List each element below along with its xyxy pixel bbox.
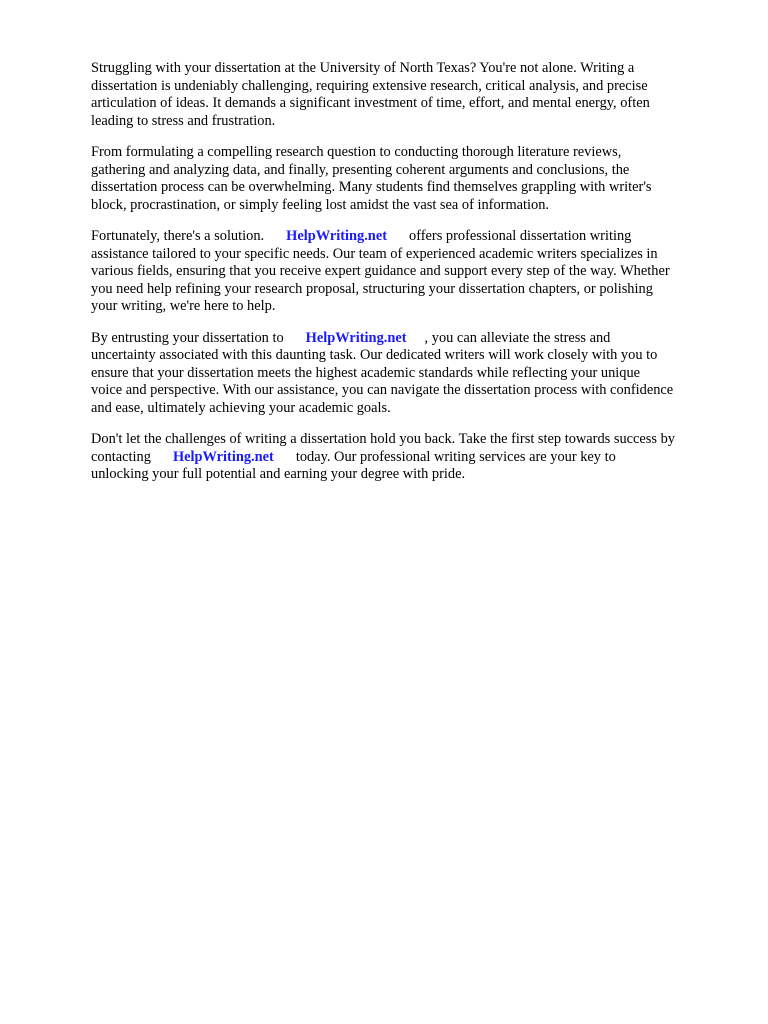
paragraph-text: Struggling with your dissertation at the University of North Texas? You're not alone. Writing a dissertation is undeniably challenging, requiring extensive research, critical analysis, and precise articulation of ideas. It demands a significant investment of time, effort, and mental energy, often leading to stress and frustration. [91, 60, 650, 129]
paragraph-text-after: offers professional dissertation writing assistance tailored to your specific needs. Our team of experienced academic writers specializes in various fields, ensuring that you receive expert guidance and support every step of the way. Whether you need help refining your research proposal, structuring your dissertation chapters, or polishing your writing, we're here to help. [91, 228, 670, 314]
paragraph-closing [91, 431, 731, 484]
paragraph-process [91, 144, 731, 214]
paragraph-text-after: , you can alleviate the stress and uncertainty associated with this daunting task. Our dedicated writers will work closely with you to ensure that your dissertation meets the highest academic standards while reflecting your unique voice and perspective. With our assistance, you can navigate the dissertation process with confidence and ease, ultimately achieving your academic goals. [91, 329, 674, 416]
paragraph-text-before: By entrusting your dissertation to [91, 329, 284, 346]
paragraph-intro [91, 60, 731, 130]
paragraph-text-after: today. Our professional writing services are your key to unlocking your full potential and earning your degree with pride. [91, 448, 616, 482]
helpwriting-link[interactable]: HelpWriting.net [305, 329, 407, 346]
helpwriting-link[interactable]: HelpWriting.net [172, 448, 274, 465]
paragraph-text-before: Fortunately, there's a solution. [91, 228, 265, 244]
paragraph-entrusting [91, 330, 731, 418]
paragraph-text: From formulating a compelling research question to conducting thorough literature reviews, gathering and analyzing data, and finally, presenting coherent arguments and conclusions, the dissertation process can be overwhelming. Many students find themselves grappling with writer's block, procrastination, or simply feeling lost amidst the vast sea of information. [91, 144, 652, 213]
helpwriting-link[interactable]: HelpWriting.net [286, 228, 387, 244]
document-page [91, 60, 731, 498]
paragraph-text-before: Don't let the challenges of writing a dissertation hold you back. Take the first step towards success by contacting [91, 431, 676, 465]
paragraph-solution [91, 228, 731, 316]
